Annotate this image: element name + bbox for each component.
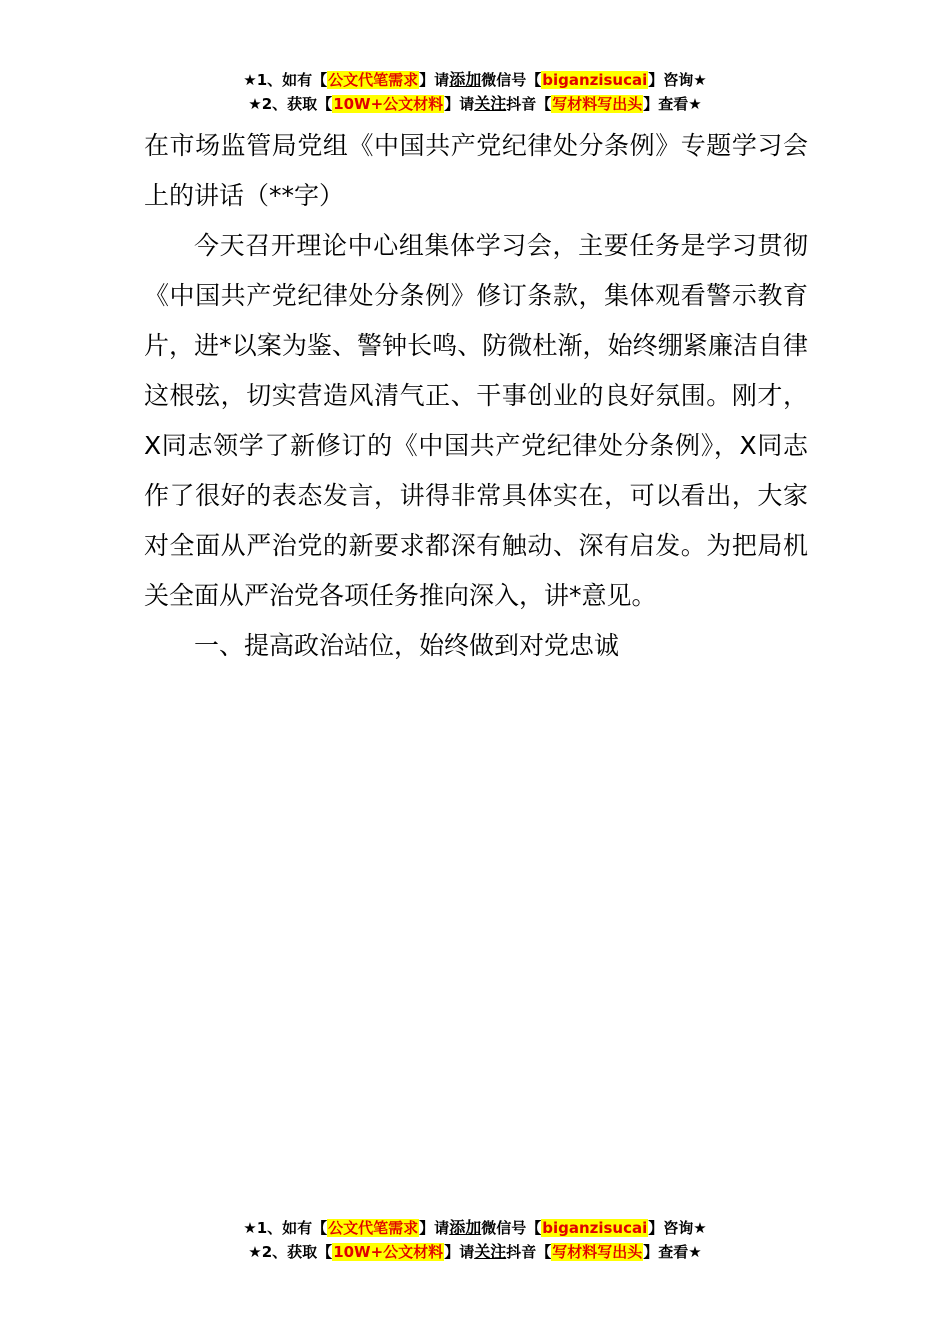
underlined-follow: 关注 [474,94,507,113]
paragraph: 今天召开理论中心组集体学习会，主要任务是学习贯彻《中国共产党纪律处分条例》修订条款，集体观看警示教育片，进*以案为鉴、警钟长鸣、防微杜渐，始终绷紧廉洁自律这根弦，切实营造风清气正、干事创业的良好氛围。刚才，X同志领学了新修订的《中国共产党纪律处分条例》，X同志作了很好的表态发言，讲得非常具体实在，可以看出，大家对全面从严治党的新要求都深有触动、深有启发。为把局机关全面从严治党各项任务推向深入，讲*意见。 [144,231,808,610]
banner-line-1 [0,1216,950,1240]
document-title: 在市场监管局党组《中国共产党纪律处分条例》专题学习会上的讲话（**字） [144,131,808,210]
bottom-banner [0,1216,950,1264]
underlined-add: 添加 [449,1218,482,1237]
banner-text: 】请 [419,71,450,89]
top-banner [0,68,950,116]
banner-text: ★2、获取【 [248,95,333,113]
banner-line-2 [0,92,950,116]
banner-text: 】查看★ [643,1243,702,1261]
banner-text: 】咨询★ [648,71,707,89]
highlight-douyin: 写材料写出头 [552,1243,643,1261]
highlight-service: 公文代笔需求 [328,1219,419,1237]
underlined-follow: 关注 [474,1242,507,1261]
banner-text: ★2、获取【 [248,1243,333,1261]
banner-text: 】查看★ [643,95,702,113]
banner-text: 】咨询★ [648,1219,707,1237]
highlight-wechat-id: biganzisucai [542,71,648,89]
highlight-service: 公文代笔需求 [328,71,419,89]
banner-text: 抖音【 [506,95,552,113]
highlight-wechat-id: biganzisucai [542,1219,648,1237]
banner-text: 】请 [444,95,475,113]
highlight-douyin: 写材料写出头 [552,95,643,113]
banner-text: 微信号【 [481,1219,542,1237]
banner-line-2 [0,1240,950,1264]
section-heading: 一、提高政治站位，始终做到对党忠诚 [194,631,620,660]
banner-text: 微信号【 [481,71,542,89]
banner-text: 抖音【 [506,1243,552,1261]
banner-text: ★1、如有【 [243,1219,328,1237]
banner-line-1 [0,68,950,92]
highlight-materials: 10W+公文材料 [333,95,444,113]
highlight-materials: 10W+公文材料 [333,1243,444,1261]
document-body [144,121,808,671]
underlined-add: 添加 [449,70,482,89]
banner-text: 】请 [419,1219,450,1237]
banner-text: ★1、如有【 [243,71,328,89]
banner-text: 】请 [444,1243,475,1261]
